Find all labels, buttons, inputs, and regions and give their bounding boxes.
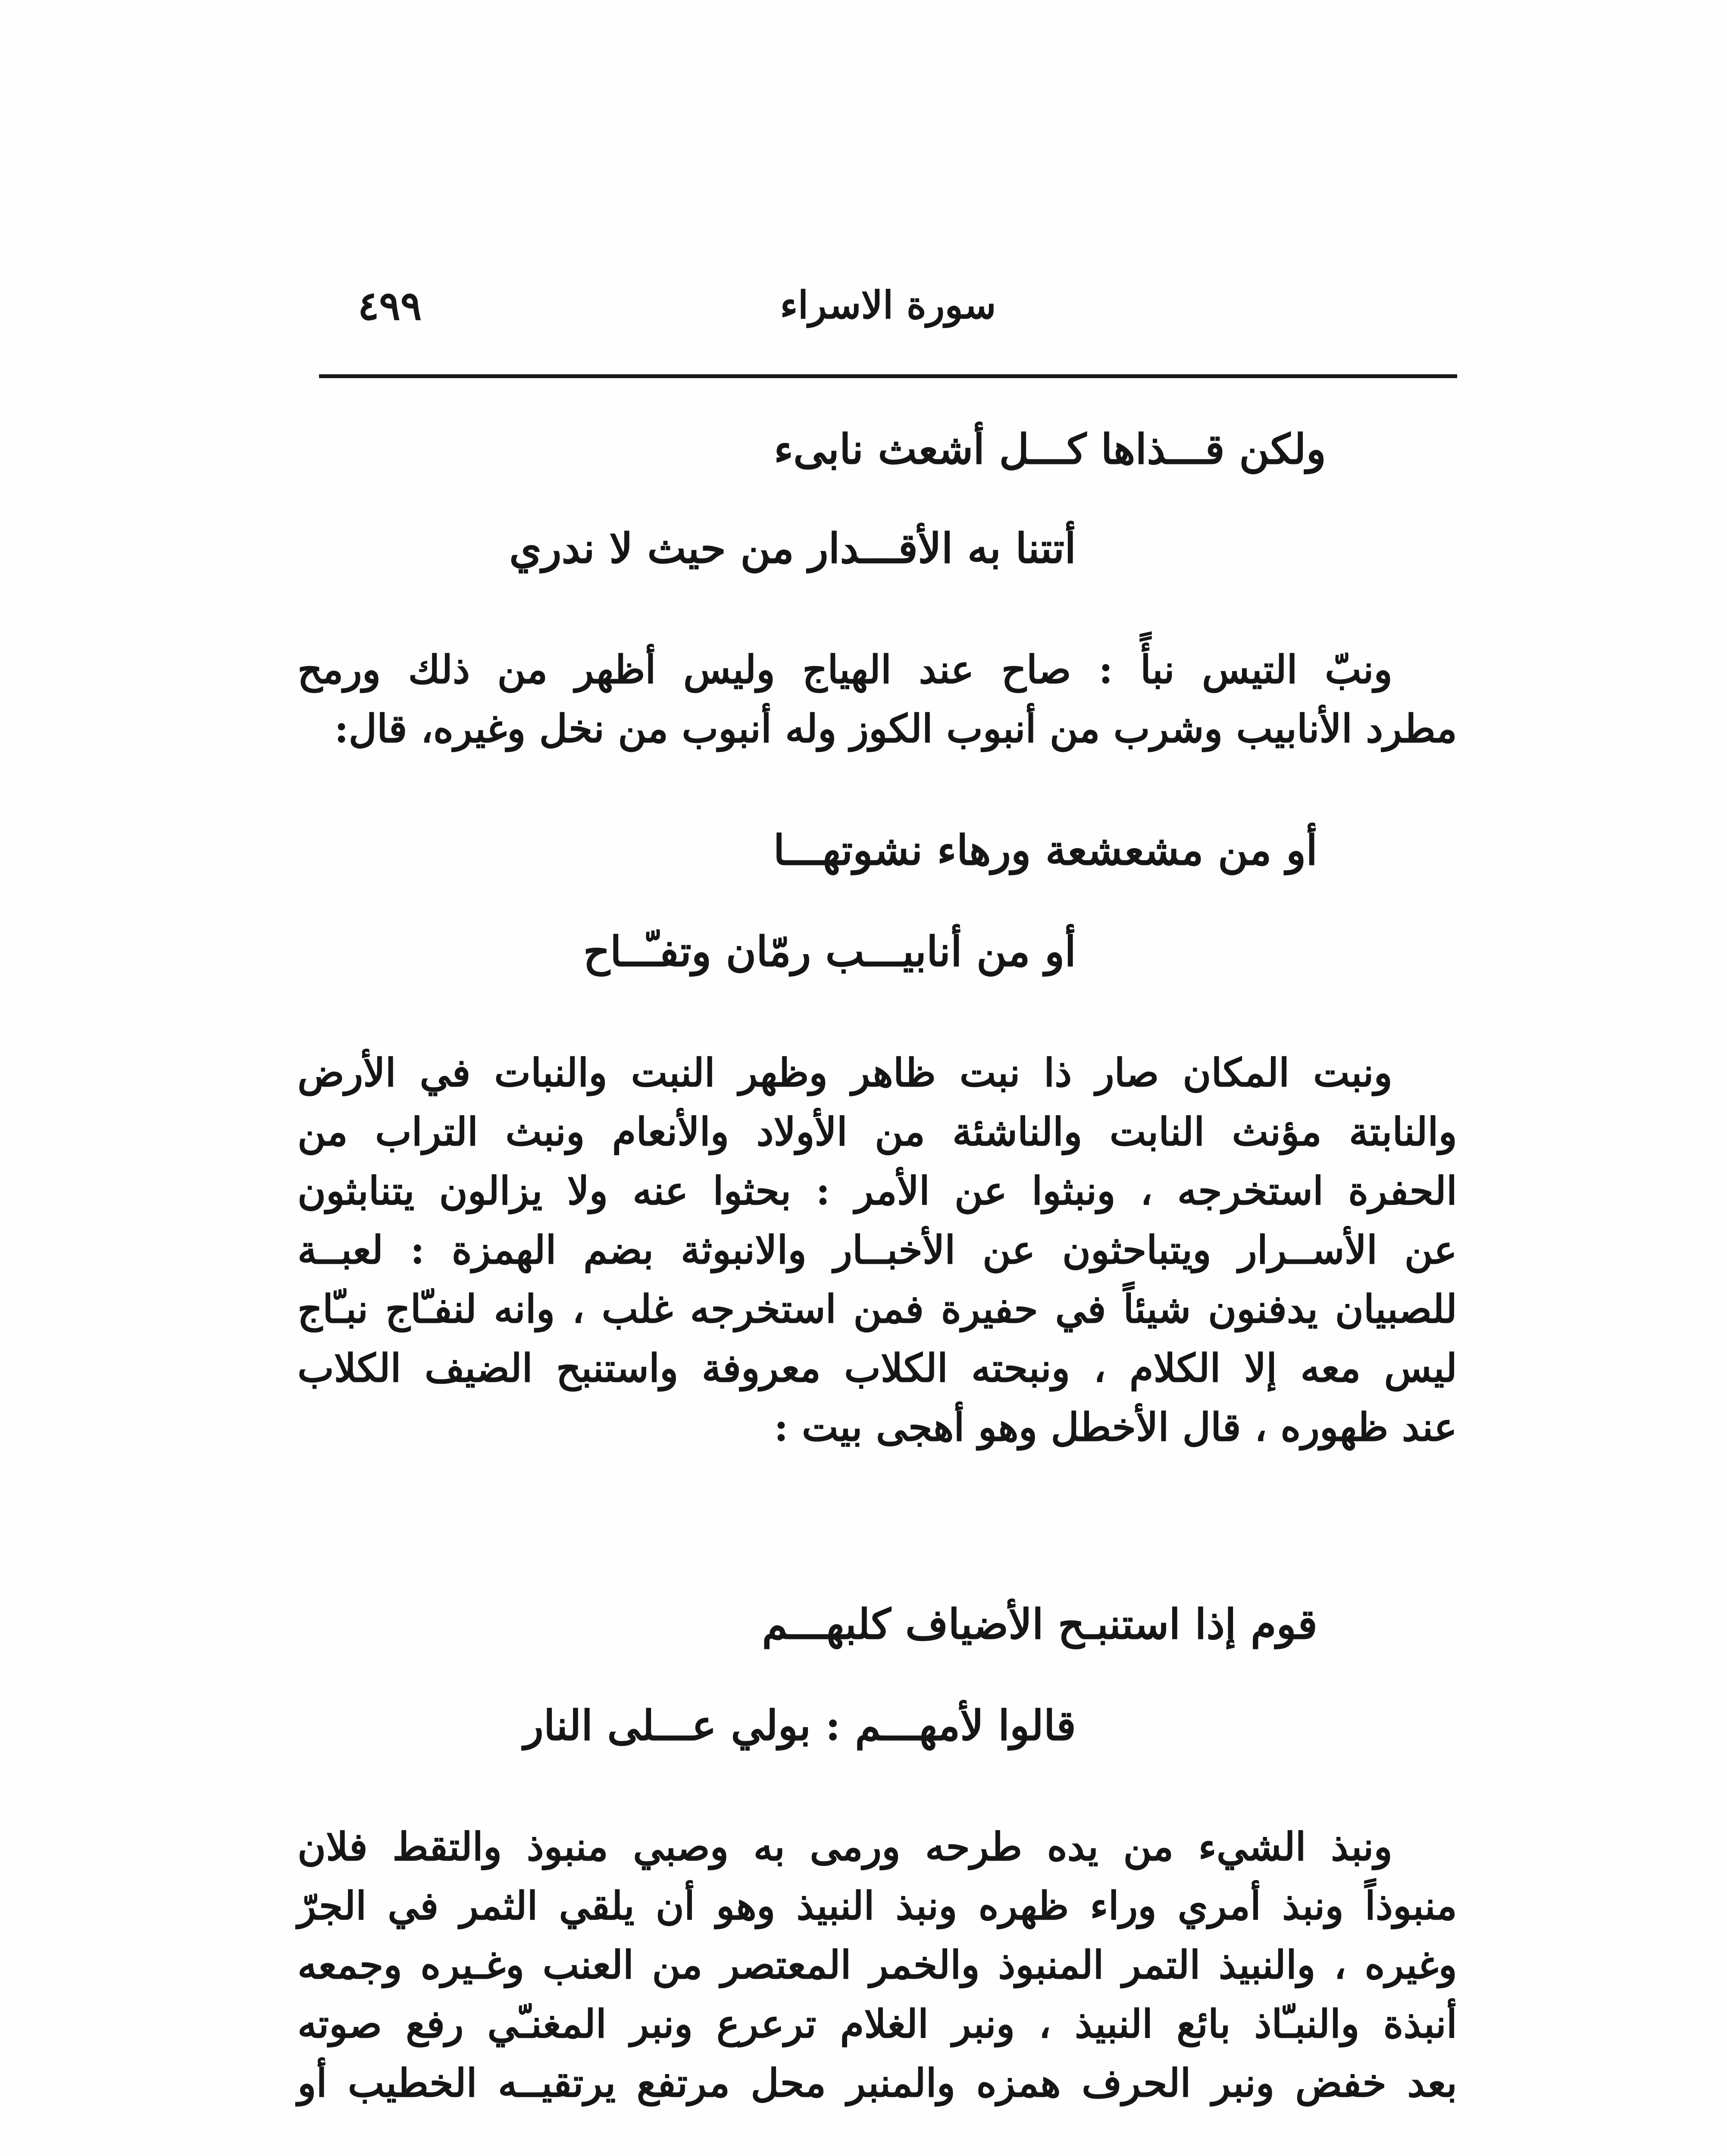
poem-1-line-2: أتتنا به الأقـــدار من حيث لا ندري (509, 524, 1076, 573)
paragraph-line: عند ظهوره ، قال الأخطل وهو أهجى بيت : (774, 1404, 1457, 1450)
paragraph-2 (297, 1044, 1457, 1457)
poem-3-line-2: قالوا لأمهـــم : بولي عـــلى النار (523, 1701, 1076, 1750)
paragraph-line: منبوذاً ونبذ أمري وراء ظهره ونبذ النبيذ وهو أن يلقي الثمر في الجرّ (297, 1883, 1457, 1929)
surah-title: سورة الاسراء (780, 282, 996, 327)
paragraph-line: عن الأســرار ويتباحثون عن الأخبــار والانبوثة بضم الهمزة : لعبــة (297, 1227, 1457, 1273)
paragraph-line: ونبّ التيس نبأً : صاح عند الهياج وليس أظهر من ذلك ورمح (297, 647, 1392, 693)
paragraph-line: ونبذ الشيء من يده طرحه ورمى به وصبي منبوذ والتقط فلان (297, 1824, 1392, 1870)
paragraph-line: الحفرة استخرجه ، ونبثوا عن الأمر : بحثوا عنه ولا يزالون يتنابثون (297, 1168, 1457, 1214)
poem-2-line-1: أو من مشعشعة ورهاء نشوتهـــا (773, 826, 1317, 874)
poem-1-line-1: ولكن قـــذاها كـــل أشعث نابىء (774, 425, 1326, 473)
page-number: ٤٩٩ (358, 282, 422, 329)
paragraph-1 (297, 640, 1457, 758)
paragraph-line: والنابتة مؤنث النابت والناشئة من الأولاد والأنعام ونبث التراب من (297, 1109, 1457, 1155)
paragraph-line: وغيره ، والنبيذ التمر المنبوذ والخمر المعتصر من العنب وغـيره وجمعه (297, 1942, 1457, 1988)
paragraph-line: ونبت المكان صار ذا نبت ظاهر وظهر النبت والنبات في الأرض (297, 1050, 1392, 1096)
paragraph-line: أنبذة والنبـّاذ بائع النبيذ ، ونبر الغلام ترعرع ونبر المغنـّي رفع صوته (297, 2001, 1457, 2047)
paragraph-3 (297, 1818, 1457, 2113)
paragraph-line: بعد خفض ونبر الحرف همزه والمنبر محل مرتفع يرتقيــه الخطيب أو (297, 2060, 1457, 2106)
paragraph-line: ليس معه إلا الكلام ، ونبحته الكلاب معروفة واستنبح الضيف الكلاب (297, 1345, 1457, 1391)
page-header (319, 282, 1457, 347)
poem-3-line-1: قوم إذا استنبـح الأضياف كلبهـــم (762, 1600, 1317, 1648)
paragraph-line: للصبيان يدفنون شيئاً في حفيرة فمن استخرجه غلب ، وانه لنفـّاج نبـّاج (297, 1286, 1457, 1332)
header-divider (319, 374, 1457, 378)
paragraph-line: مطرد الأنابيب وشرب من أنبوب الكوز وله أنبوب من نخل وغيره، قال: (334, 706, 1457, 752)
poem-2-line-2: أو من أنابيـــب رمّان وتفـّــاح (583, 927, 1076, 976)
